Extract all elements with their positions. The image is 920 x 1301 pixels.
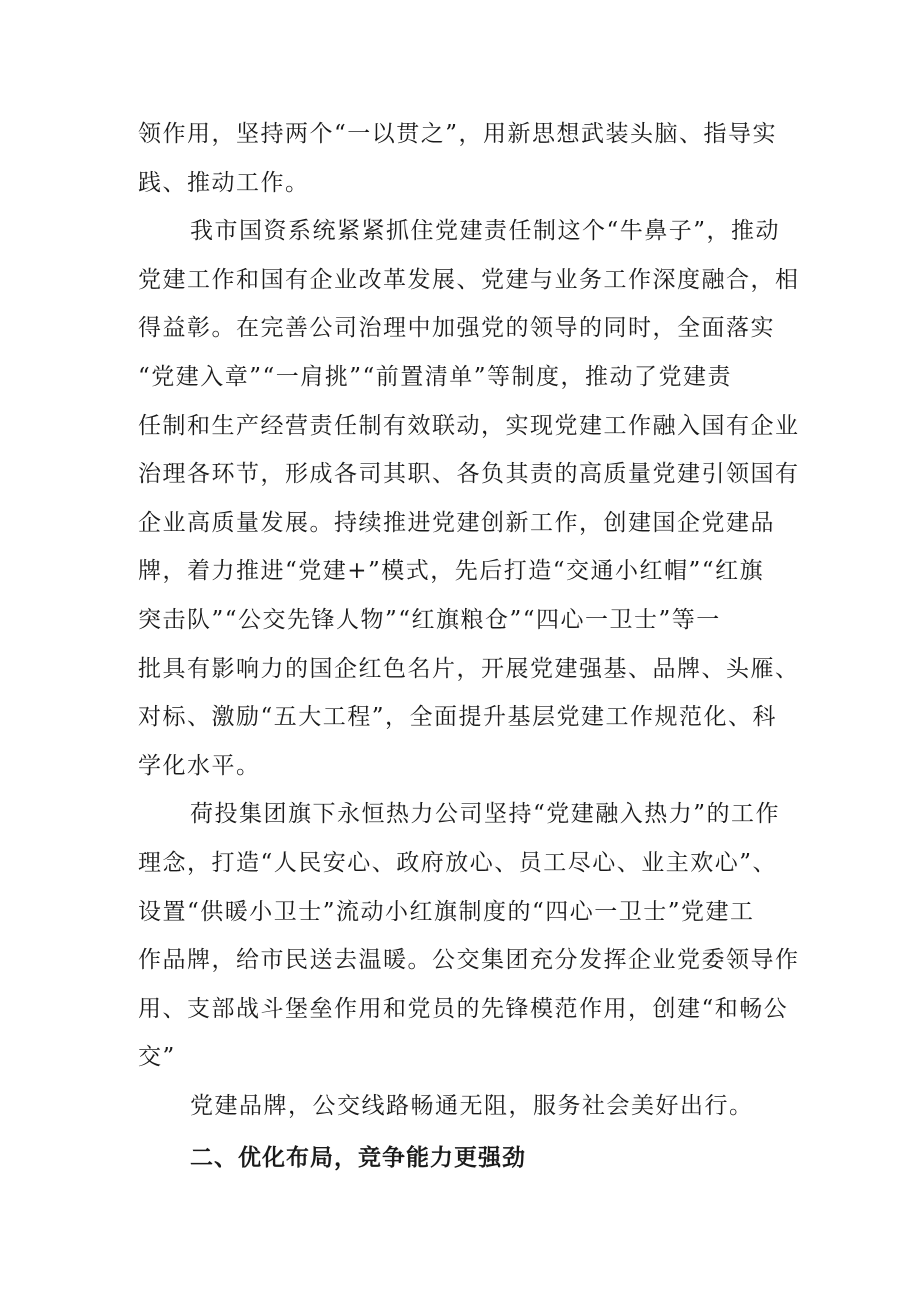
paragraph-start-line: 党建品牌，公交线路畅通无阻，服务社会美好出行。 [190, 1092, 754, 1119]
text-line: 牌，着力推进“党建+”模式，先后打造“交通小红帽”“红旗 [138, 558, 765, 585]
text-line: 践、推动工作。 [138, 169, 310, 196]
text-line: 领作用，坚持两个“一以贯之”，用新思想武装头脑、指导实 [138, 121, 778, 147]
document-body [138, 110, 800, 1183]
paragraph-start-line: 我市国资系统紧紧抓住党建责任制这个“牛鼻子”，推动 [190, 218, 781, 245]
text-line: 得益彰。在完善公司治理中加强党的领导的同时，全面落实 [138, 315, 775, 342]
text-line: 突击队”“公交先锋人物”“红旗粮仓”“四心一卫士”等一 [138, 606, 721, 633]
text-line: 理念，打造“人民安心、政府放心、员工尽心、业主欢心”、 [138, 849, 778, 876]
section-heading: 二、优化布局，竞争能力更强劲 [190, 1145, 526, 1172]
paragraph-start-line: 荷投集团旗下永恒热力公司坚持“党建融入热力”的工作 [190, 801, 781, 828]
text-line: “党建入章”“一肩挑”“前置清单”等制度，推动了党建责 [138, 363, 733, 390]
text-line: 治理各环节，形成各司其职、各负其责的高质量党建引领国有 [138, 461, 800, 488]
text-line: 交” [138, 1044, 176, 1071]
text-line: 企业高质量发展。持续推进党建创新工作，创建国企党建品 [138, 509, 775, 536]
text-line: 任制和生产经营责任制有效联动，实现党建工作融入国有企业 [138, 412, 800, 439]
text-line: 批具有影响力的国企红色名片，开展党建强基、品牌、头雁、 [138, 655, 800, 682]
text-line: 学化水平。 [138, 752, 261, 779]
text-line: 设置“供暖小卫士”流动小红旗制度的“四心一卫士”党建工 [138, 898, 755, 925]
text-line: 用、支部战斗堡垒作用和党员的先锋模范作用，创建“和畅公 [138, 995, 789, 1022]
text-line: 作品牌，给市民送去温暖。公交集团充分发挥企业党委领导作 [138, 947, 800, 974]
text-line: 党建工作和国有企业改革发展、党建与业务工作深度融合，相 [138, 266, 800, 293]
text-line: 对标、激励“五大工程”，全面提升基层党建工作规范化、科 [138, 704, 778, 731]
